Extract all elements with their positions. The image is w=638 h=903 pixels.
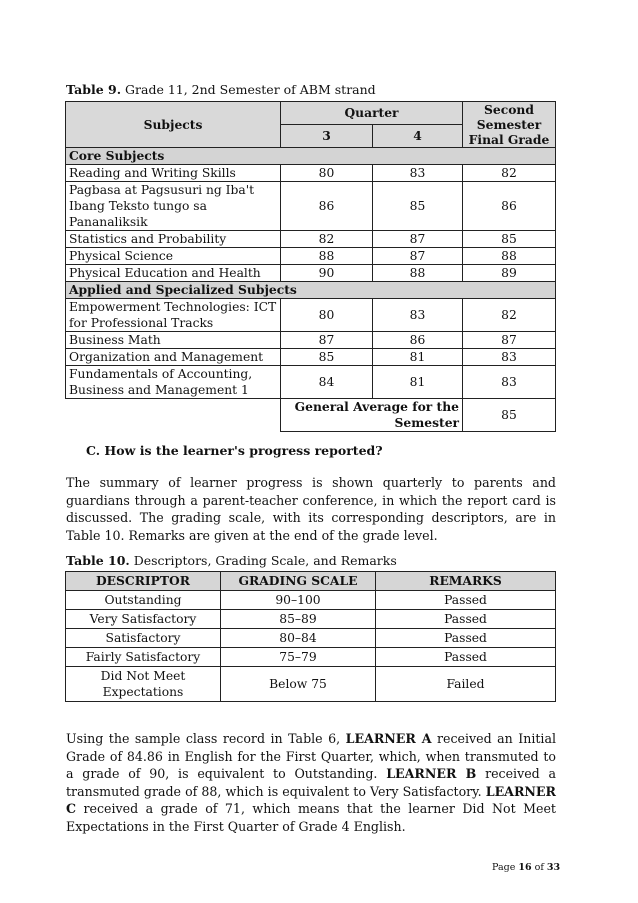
- closing-paragraph: [66, 730, 556, 835]
- table9-body: [66, 148, 556, 399]
- table-row: [66, 165, 556, 182]
- table10-body: [66, 591, 556, 702]
- section-header: Core Subjects: [66, 148, 556, 165]
- table9-caption-text: Grade 11, 2nd Semester of ABM strand: [121, 82, 376, 97]
- learner-b-label: LEARNER B: [386, 766, 477, 781]
- subject-cell: Reading and Writing Skills: [66, 165, 281, 182]
- grading-scale-header: GRADING SCALE: [221, 572, 376, 591]
- quarter-3-header: 3: [281, 125, 373, 148]
- closing-text-3: received a transmuted grade of 88, which is equivalent to Very Satisfactory.: [66, 766, 557, 799]
- q4-cell: 87: [373, 248, 463, 265]
- q4-cell: 87: [373, 231, 463, 248]
- closing-text-4: received a grade of 71, which means that the learner Did Not Meet Expectations in the First Quarter of Grade 4 English.: [66, 801, 556, 834]
- closing-text-2: received an Initial Grade of 84.86 in English for the First Quarter, which, when transmuted to a grade of 90, is equivalent to Outstanding.: [66, 731, 556, 781]
- table-row: [66, 366, 556, 399]
- table-row: [66, 349, 556, 366]
- final-cell: 89: [463, 265, 556, 282]
- table-row: [66, 182, 556, 231]
- subject-cell: Business Math: [66, 332, 281, 349]
- page-current: 16: [518, 862, 532, 873]
- q3-cell: 87: [281, 332, 373, 349]
- descriptor-cell: Satisfactory: [66, 629, 221, 648]
- table-row: [66, 591, 556, 610]
- learner-a-label: LEARNER A: [345, 731, 432, 746]
- remarks-cell: Passed: [376, 629, 556, 648]
- page-of: of: [531, 862, 547, 873]
- page-total: 33: [546, 862, 561, 873]
- final-cell: 85: [463, 231, 556, 248]
- subject-cell: Statistics and Probability: [66, 231, 281, 248]
- table-row: [66, 610, 556, 629]
- descriptor-cell: Fairly Satisfactory: [66, 648, 221, 667]
- q3-cell: 90: [281, 265, 373, 282]
- subject-cell: Pagbasa at Pagsusuri ng Iba't Ibang Teksto tungo sa Pananaliksik: [66, 182, 281, 231]
- quarter-header: Quarter: [281, 102, 463, 125]
- descriptor-cell: Did Not Meet Expectations: [66, 667, 221, 702]
- general-average-label: General Average for the Semester: [281, 399, 463, 432]
- learner-c-label: LEARNER C: [66, 783, 556, 816]
- page-number: [492, 862, 560, 873]
- descriptor-header: DESCRIPTOR: [66, 572, 221, 591]
- q4-cell: 81: [373, 366, 463, 399]
- subject-cell: Fundamentals of Accounting, Business and Management 1: [66, 366, 281, 399]
- scale-cell: 75–79: [221, 648, 376, 667]
- subjects-header: Subjects: [66, 102, 281, 148]
- table-row: [66, 248, 556, 265]
- final-cell: 88: [463, 248, 556, 265]
- descriptor-cell: Outstanding: [66, 591, 221, 610]
- table-row: [66, 629, 556, 648]
- closing-text-1: Using the sample class record in Table 6,: [66, 731, 346, 746]
- scale-cell: Below 75: [221, 667, 376, 702]
- final-cell: 82: [463, 299, 556, 332]
- scale-cell: 85–89: [221, 610, 376, 629]
- remarks-cell: Passed: [376, 610, 556, 629]
- table9-caption-label: Table 9.: [66, 82, 122, 97]
- section-c-paragraph: The summary of learner progress is shown quarterly to parents and guardians through a parent-teacher conference, in which the report card is discussed. The grading scale, with its corresponding descriptors, are in Table 10. Remarks are given at the end of the grade level.: [66, 475, 556, 543]
- section-c-heading: C. How is the learner's progress reported?: [86, 443, 383, 458]
- section-header: Applied and Specialized Subjects: [66, 282, 556, 299]
- q3-cell: 84: [281, 366, 373, 399]
- q4-cell: 88: [373, 265, 463, 282]
- page-prefix: Page: [492, 862, 519, 873]
- final-cell: 83: [463, 349, 556, 366]
- final-cell: 86: [463, 182, 556, 231]
- final-cell: 83: [463, 366, 556, 399]
- q3-cell: 88: [281, 248, 373, 265]
- table9-caption: [66, 82, 376, 97]
- final-cell: 87: [463, 332, 556, 349]
- table-row: [66, 667, 556, 702]
- table-row: [66, 299, 556, 332]
- final-grade-header: Second Semester Final Grade: [463, 102, 556, 148]
- q3-cell: 80: [281, 299, 373, 332]
- q4-cell: 85: [373, 182, 463, 231]
- general-average-value: 85: [463, 399, 556, 432]
- remarks-cell: Passed: [376, 591, 556, 610]
- scale-cell: 90–100: [221, 591, 376, 610]
- descriptor-cell: Very Satisfactory: [66, 610, 221, 629]
- table-row: [66, 265, 556, 282]
- q3-cell: 80: [281, 165, 373, 182]
- remarks-cell: Passed: [376, 648, 556, 667]
- q3-cell: 85: [281, 349, 373, 366]
- q3-cell: 82: [281, 231, 373, 248]
- q4-cell: 83: [373, 299, 463, 332]
- subject-cell: Empowerment Technologies: ICT for Professional Tracks: [66, 299, 281, 332]
- table-row: [66, 332, 556, 349]
- scale-cell: 80–84: [221, 629, 376, 648]
- q3-cell: 86: [281, 182, 373, 231]
- subject-cell: Organization and Management: [66, 349, 281, 366]
- q4-cell: 86: [373, 332, 463, 349]
- quarter-4-header: 4: [373, 125, 463, 148]
- remarks-header: REMARKS: [376, 572, 556, 591]
- table10-grading-scale: [65, 571, 556, 702]
- subject-cell: Physical Science: [66, 248, 281, 265]
- q4-cell: 81: [373, 349, 463, 366]
- q4-cell: 83: [373, 165, 463, 182]
- table10-caption: [66, 553, 397, 568]
- table-row: [66, 648, 556, 667]
- subject-cell: Physical Education and Health: [66, 265, 281, 282]
- table10-caption-label: Table 10.: [66, 553, 130, 568]
- table9-grades: [65, 101, 556, 432]
- table10-caption-text: Descriptors, Grading Scale, and Remarks: [129, 553, 397, 568]
- remarks-cell: Failed: [376, 667, 556, 702]
- final-cell: 82: [463, 165, 556, 182]
- table-row: [66, 231, 556, 248]
